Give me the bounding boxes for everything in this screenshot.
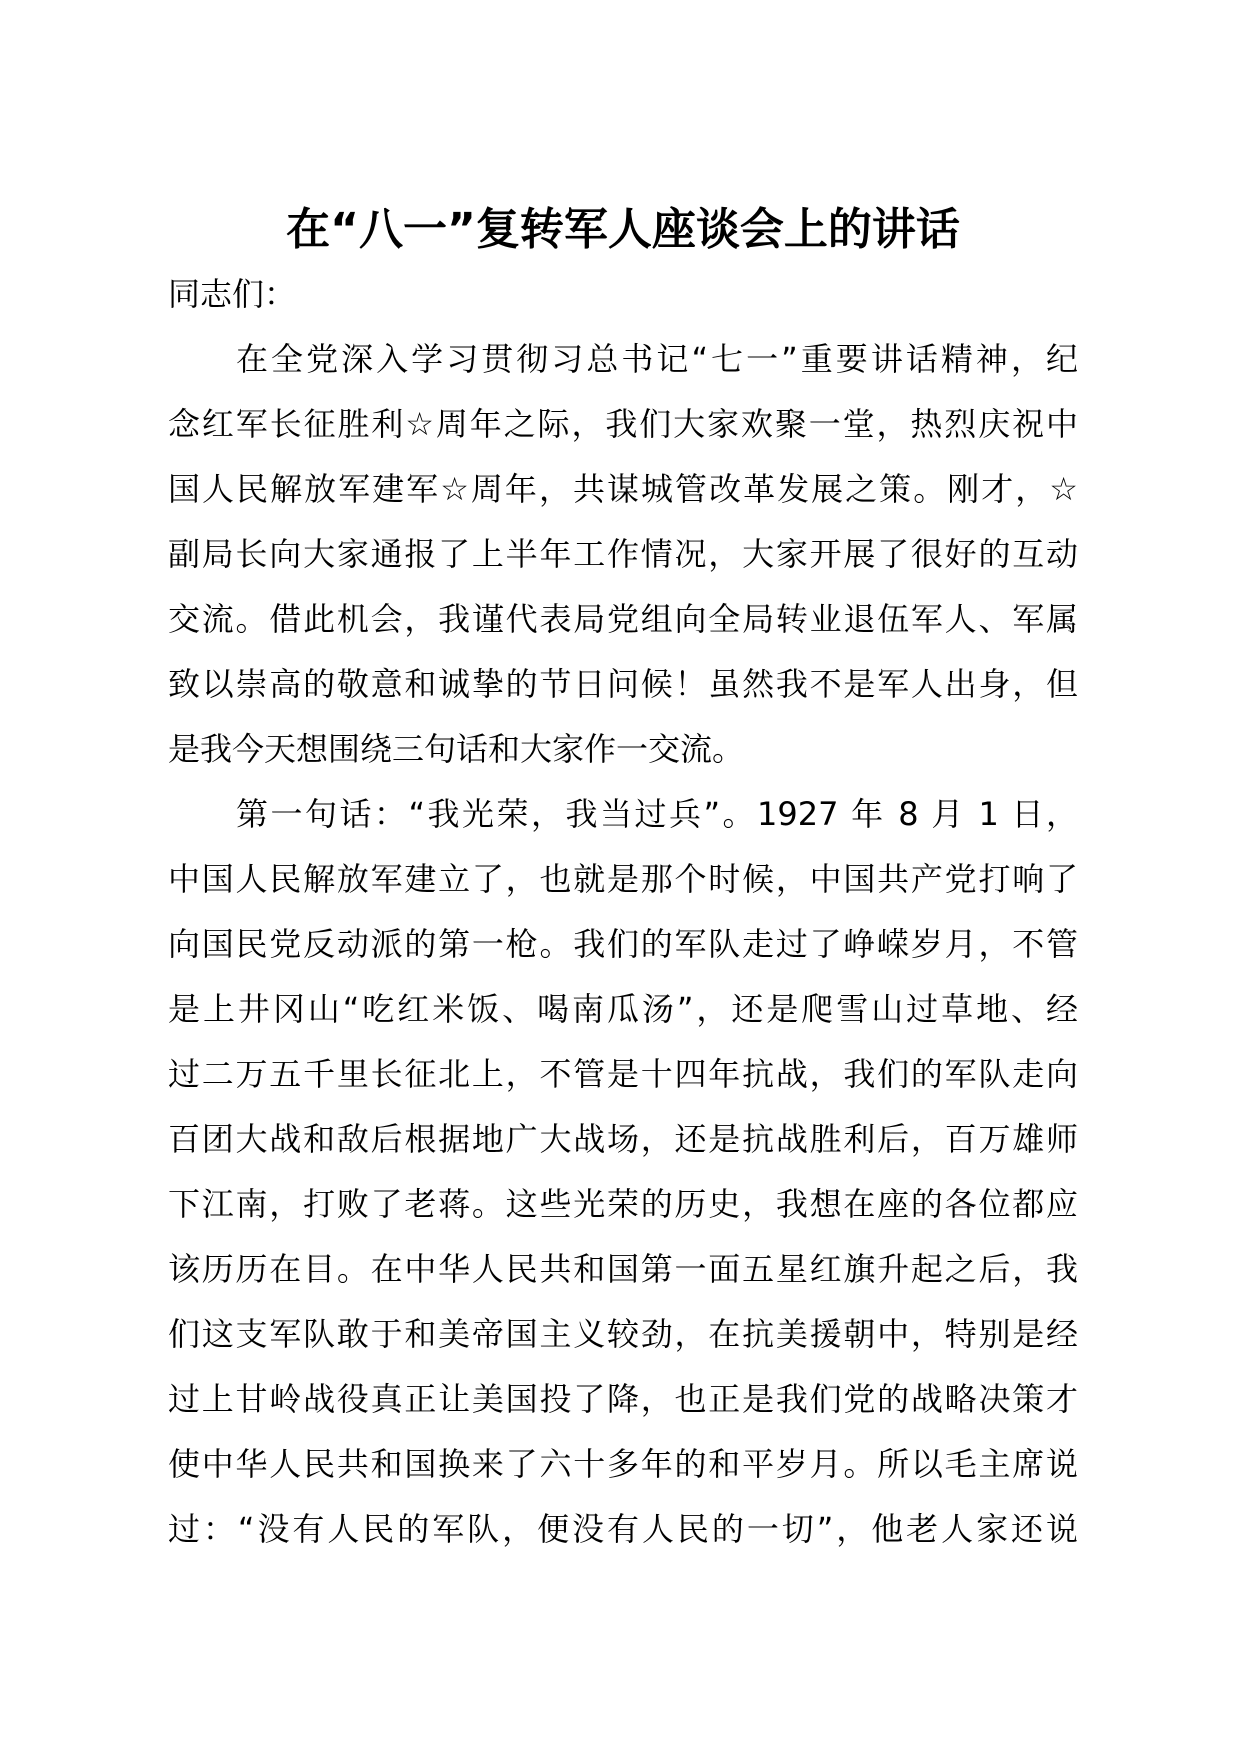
text-line: 过上甘岭战役真正让美国投了降，也正是我们党的战略决策才 [168,1380,1078,1418]
text-line: 向国民党反动派的第一枪。我们的军队走过了峥嵘岁月，不管 [168,925,1078,963]
text-line: 是我今天想围绕三句话和大家作一交流。 [168,730,745,768]
text-line: 是上井冈山“吃红米饭、喝南瓜汤”，还是爬雪山过草地、经 [168,990,1078,1028]
paragraph-2 [168,782,1078,1562]
text-line: 第一句话：“我光荣，我当过兵”。1927 年 8 月 1 日， [236,795,1078,833]
text-line: 致以崇高的敬意和诚挚的节日问候！虽然我不是军人出身，但 [168,665,1078,703]
text-line: 过：“没有人民的军队，便没有人民的一切”，他老人家还说 [168,1510,1078,1548]
text-line: 念红军长征胜利☆周年之际，我们大家欢聚一堂，热烈庆祝中 [168,405,1078,443]
text-line: 下江南，打败了老蒋。这些光荣的历史，我想在座的各位都应 [168,1185,1078,1223]
text-line: 交流。借此机会，我谨代表局党组向全局转业退伍军人、军属 [168,600,1078,638]
document-title: 在“八一”复转军人座谈会上的讲话 [286,204,960,255]
paragraph-1 [168,327,1078,782]
document-body [168,262,1078,1562]
salutation: 同志们： [168,275,297,313]
text-line: 副局长向大家通报了上半年工作情况，大家开展了很好的互动 [168,535,1078,573]
text-line: 在全党深入学习贯彻习总书记“七一”重要讲话精神，纪 [236,340,1078,378]
text-line: 百团大战和敌后根据地广大战场，还是抗战胜利后，百万雄师 [168,1120,1078,1158]
text-line: 使中华人民共和国换来了六十多年的和平岁月。所以毛主席说 [168,1445,1078,1483]
text-line: 过二万五千里长征北上，不管是十四年抗战，我们的军队走向 [168,1055,1078,1093]
text-line: 该历历在目。在中华人民共和国第一面五星红旗升起之后，我 [168,1250,1078,1288]
text-line: 们这支军队敢于和美帝国主义较劲，在抗美援朝中，特别是经 [168,1315,1078,1353]
text-line: 国人民解放军建军☆周年，共谋城管改革发展之策。刚才，☆ [168,470,1078,508]
text-line: 中国人民解放军建立了，也就是那个时候，中国共产党打响了 [168,860,1078,898]
